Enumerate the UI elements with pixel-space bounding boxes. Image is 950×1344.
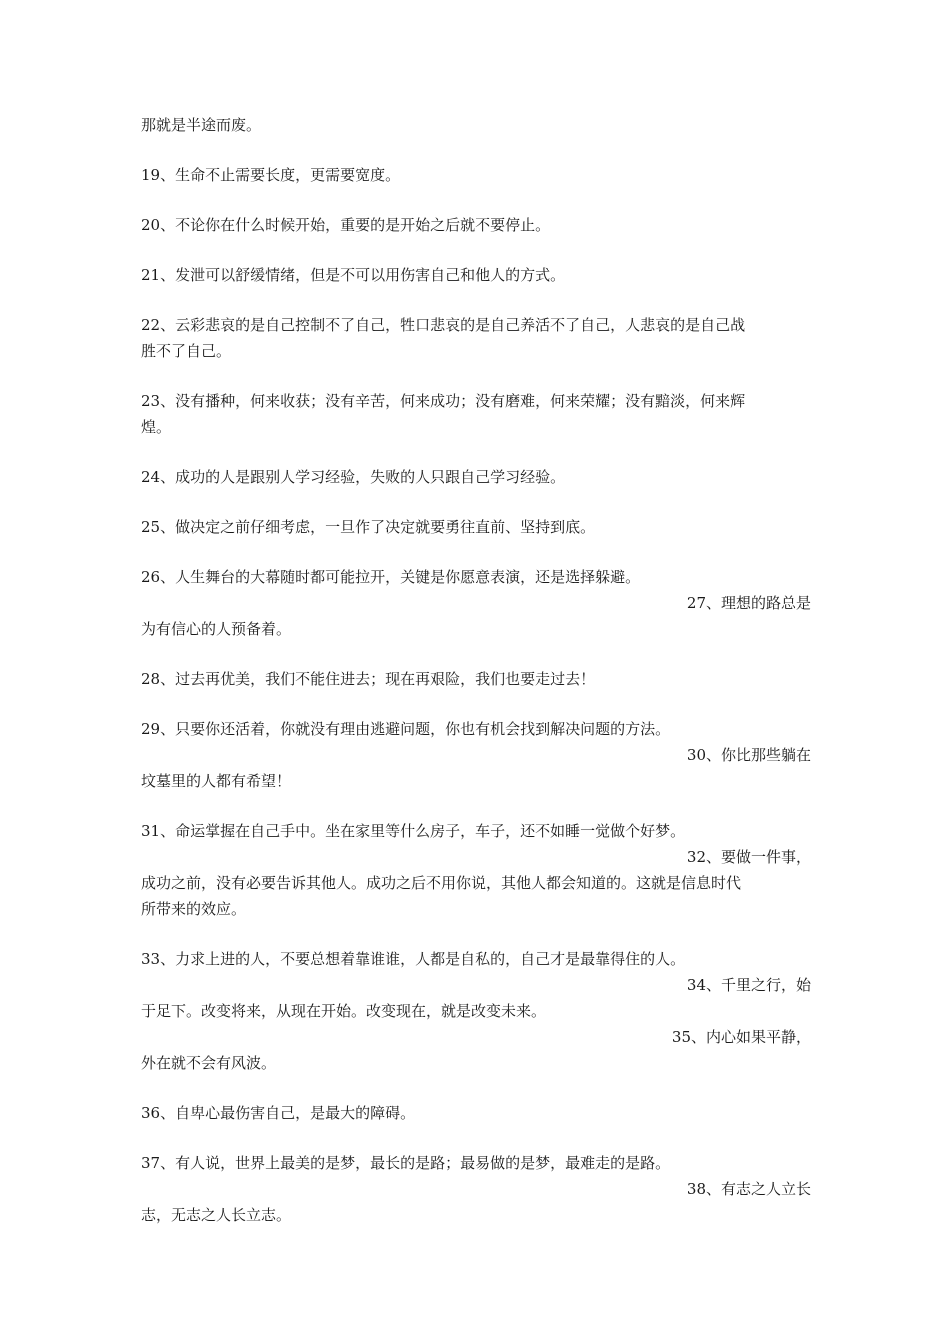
- paragraph-gap: [141, 138, 811, 162]
- text-line: 煌。: [141, 418, 172, 436]
- paragraph-gap: [141, 238, 811, 262]
- text-line: 33、力求上进的人，不要总想着靠谁谁，人都是自私的，自己才是最靠得住的人。: [141, 950, 686, 968]
- text-line: 32、要做一件事，: [686, 848, 811, 866]
- text-line: 37、有人说，世界上最美的是梦，最长的是路；最易做的是梦，最难走的是路。: [141, 1154, 671, 1172]
- text-line: 30、你比那些躺在: [686, 746, 811, 764]
- text-line: 31、命运掌握在自己手中。坐在家里等什么房子，车子，还不如睡一觉做个好梦。: [141, 822, 686, 840]
- paragraph-gap: [141, 364, 811, 388]
- document-body: [141, 112, 811, 1228]
- text-line: 为有信心的人预备着。: [141, 620, 292, 638]
- text-line: 26、人生舞台的大幕随时都可能拉开，关键是你愿意表演，还是选择躲避。: [141, 568, 641, 586]
- paragraph-gap: [141, 440, 811, 464]
- text-line: 那就是半途而废。: [141, 116, 262, 134]
- text-line: 38、有志之人立长: [686, 1180, 811, 1198]
- text-line: 36、自卑心最伤害自己，是最大的障碍。: [141, 1104, 416, 1122]
- paragraph-gap: [141, 188, 811, 212]
- text-line: 志，无志之人长立志。: [141, 1206, 292, 1224]
- text-line: 25、做决定之前仔细考虑，一旦作了决定就要勇往直前、坚持到底。: [141, 518, 596, 536]
- text-line: 坟墓里的人都有希望！: [141, 772, 292, 790]
- paragraph-gap: [141, 1126, 811, 1150]
- text-line: 外在就不会有风波。: [141, 1054, 277, 1072]
- text-line: 成功之前，没有必要告诉其他人。成功之后不用你说，其他人都会知道的。这就是信息时代: [141, 874, 742, 892]
- paragraph-gap: [141, 692, 811, 716]
- text-line: 34、千里之行，始: [686, 976, 811, 994]
- paragraph-gap: [141, 642, 811, 666]
- paragraph-gap: [141, 1076, 811, 1100]
- paragraph-gap: [141, 288, 811, 312]
- text-line: 28、过去再优美，我们不能住进去；现在再艰险，我们也要走过去！: [141, 670, 596, 688]
- text-line: 23、没有播种，何来收获；没有辛苦，何来成功；没有磨难，何来荣耀；没有黯淡，何来辉: [141, 392, 746, 410]
- text-line: 21、发泄可以舒缓情绪，但是不可以用伤害自己和他人的方式。: [141, 266, 566, 284]
- text-line: 29、只要你还活着，你就没有理由逃避问题，你也有机会找到解决问题的方法。: [141, 720, 671, 738]
- text-line: 于足下。改变将来，从现在开始。改变现在，就是改变未来。: [141, 1002, 547, 1020]
- text-line: 35、内心如果平静，: [671, 1028, 811, 1046]
- paragraph-gap: [141, 490, 811, 514]
- text-line: 20、不论你在什么时候开始，重要的是开始之后就不要停止。: [141, 216, 551, 234]
- text-line: 22、云彩悲哀的是自己控制不了自己，牲口悲哀的是自己养活不了自己，人悲哀的是自己战: [141, 316, 746, 334]
- text-line: 19、生命不止需要长度，更需要宽度。: [141, 166, 401, 184]
- text-line: 24、成功的人是跟别人学习经验，失败的人只跟自己学习经验。: [141, 468, 566, 486]
- paragraph-gap: [141, 922, 811, 946]
- paragraph-gap: [141, 540, 811, 564]
- text-line: 所带来的效应。: [141, 900, 247, 918]
- paragraph-gap: [141, 794, 811, 818]
- text-line: 胜不了自己。: [141, 342, 232, 360]
- text-line: 27、理想的路总是: [686, 594, 811, 612]
